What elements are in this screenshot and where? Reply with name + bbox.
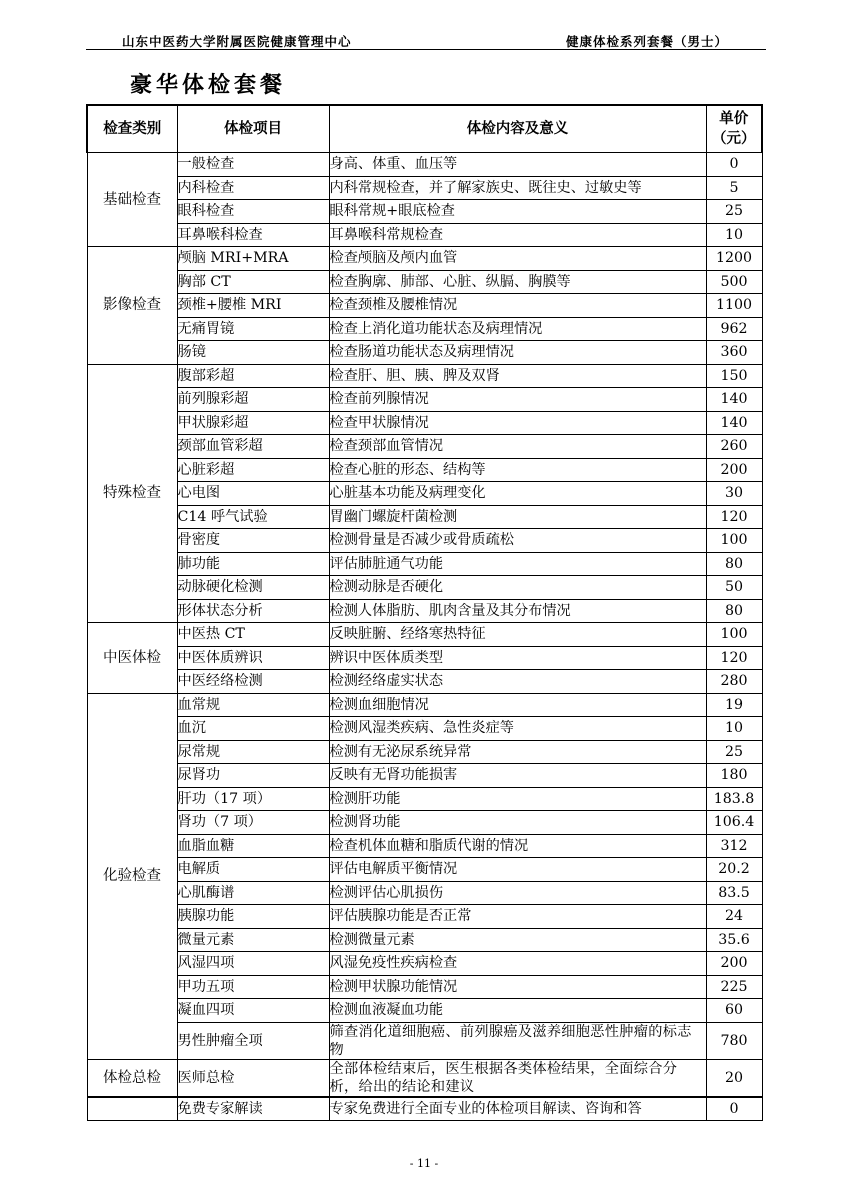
table-row [87, 176, 762, 200]
description-cell: 评估肺脏通气功能 [329, 552, 706, 576]
header-category: 检查类别 [87, 105, 177, 153]
table-row [87, 905, 762, 929]
table-row [87, 975, 762, 999]
description-cell: 检测甲状腺功能情况 [329, 975, 706, 999]
price-cell: 120 [706, 505, 762, 529]
description-cell: 内科常规检查，并了解家族史、既往史、过敏史等 [329, 176, 706, 200]
description-cell: 辨识中医体质类型 [329, 646, 706, 670]
page-number: - 11 - [409, 1157, 439, 1170]
price-cell: 312 [706, 834, 762, 858]
item-cell: 颈椎+腰椎 MRI [177, 294, 329, 318]
table-row [87, 435, 762, 459]
price-cell: 1100 [706, 294, 762, 318]
price-cell: 24 [706, 905, 762, 929]
item-cell: 尿常规 [177, 740, 329, 764]
item-cell: 血脂血糖 [177, 834, 329, 858]
price-cell: 100 [706, 623, 762, 647]
item-cell: 颈部血管彩超 [177, 435, 329, 459]
item-cell: 一般检查 [177, 153, 329, 177]
table-row [87, 717, 762, 741]
item-cell: 内科检查 [177, 176, 329, 200]
table-row [87, 294, 762, 318]
description-cell: 筛查消化道细胞癌、前列腺癌及滋养细胞恶性肿瘤的标志物 [329, 1022, 706, 1059]
item-cell: 肝功（17 项） [177, 787, 329, 811]
description-cell: 评估胰腺功能是否正常 [329, 905, 706, 929]
item-cell: 胸部 CT [177, 270, 329, 294]
item-cell: 尿肾功 [177, 764, 329, 788]
item-cell: 肾功（7 项） [177, 811, 329, 835]
item-cell: 形体状态分析 [177, 599, 329, 623]
table-row [87, 364, 762, 388]
table-header-row [87, 105, 762, 153]
item-cell: 电解质 [177, 858, 329, 882]
table-row [87, 341, 762, 365]
description-cell: 检查颈椎及腰椎情况 [329, 294, 706, 318]
item-cell: 免费专家解读 [177, 1097, 329, 1121]
description-cell: 检测人体脂肪、肌肉含量及其分布情况 [329, 599, 706, 623]
table-row [87, 247, 762, 271]
price-cell: 260 [706, 435, 762, 459]
table-row [87, 458, 762, 482]
description-cell: 检查颅脑及颅内血管 [329, 247, 706, 271]
price-cell: 20.2 [706, 858, 762, 882]
price-cell: 25 [706, 740, 762, 764]
price-cell: 280 [706, 670, 762, 694]
description-cell: 专家免费进行全面专业的体检项目解读、咨询和答 [329, 1097, 706, 1121]
price-cell: 50 [706, 576, 762, 600]
price-cell: 140 [706, 388, 762, 412]
table-row [87, 787, 762, 811]
table-row [87, 411, 762, 435]
description-cell: 全部体检结束后，医生根据各类体检结果，全面综合分析，给出的结论和建议 [329, 1059, 706, 1097]
header-price: 单价 （元） [706, 105, 762, 153]
table-row [87, 153, 762, 177]
table-row [87, 388, 762, 412]
description-cell: 检测肝功能 [329, 787, 706, 811]
description-cell: 反映有无肾功能损害 [329, 764, 706, 788]
description-cell: 心脏基本功能及病理变化 [329, 482, 706, 506]
price-cell: 83.5 [706, 881, 762, 905]
price-cell: 0 [706, 1097, 762, 1121]
description-cell: 检查肠道功能状态及病理情况 [329, 341, 706, 365]
description-cell: 检查前列腺情况 [329, 388, 706, 412]
price-cell: 200 [706, 952, 762, 976]
category-cell: 影像检查 [87, 247, 177, 365]
item-cell: 眼科检查 [177, 200, 329, 224]
price-cell: 106.4 [706, 811, 762, 835]
category-cell: 基础检查 [87, 153, 177, 247]
price-cell: 60 [706, 999, 762, 1023]
table-row [87, 599, 762, 623]
price-cell: 140 [706, 411, 762, 435]
table-row [87, 317, 762, 341]
description-cell: 检查机体血糖和脂质代谢的情况 [329, 834, 706, 858]
table-row [87, 693, 762, 717]
item-cell: 心电图 [177, 482, 329, 506]
item-cell: 无痛胃镜 [177, 317, 329, 341]
description-cell: 眼科常规+眼底检查 [329, 200, 706, 224]
category-cell: 特殊检查 [87, 364, 177, 623]
price-cell: 183.8 [706, 787, 762, 811]
description-cell: 检测血液凝血功能 [329, 999, 706, 1023]
price-cell: 225 [706, 975, 762, 999]
price-cell: 180 [706, 764, 762, 788]
item-cell: 甲功五项 [177, 975, 329, 999]
description-cell: 检测风湿类疾病、急性炎症等 [329, 717, 706, 741]
header-item: 体检项目 [177, 105, 329, 153]
price-cell: 19 [706, 693, 762, 717]
item-cell: 腹部彩超 [177, 364, 329, 388]
item-cell: 肺功能 [177, 552, 329, 576]
price-cell: 20 [706, 1059, 762, 1097]
price-cell: 25 [706, 200, 762, 224]
description-cell: 检测有无泌尿系统异常 [329, 740, 706, 764]
table-row [87, 223, 762, 247]
item-cell: 微量元素 [177, 928, 329, 952]
table-row [87, 200, 762, 224]
header-hospital-name: 山东中医药大学附属医院健康管理中心 [122, 34, 352, 49]
item-cell: 心脏彩超 [177, 458, 329, 482]
price-cell: 30 [706, 482, 762, 506]
price-cell: 100 [706, 529, 762, 553]
header-description: 体检内容及意义 [329, 105, 706, 153]
item-cell: 耳鼻喉科检查 [177, 223, 329, 247]
price-cell: 1200 [706, 247, 762, 271]
item-cell: 动脉硬化检测 [177, 576, 329, 600]
item-cell: 颅脑 MRI+MRA [177, 247, 329, 271]
price-cell: 0 [706, 153, 762, 177]
item-cell: 心肌酶谱 [177, 881, 329, 905]
price-cell: 200 [706, 458, 762, 482]
table-row [87, 482, 762, 506]
table-row [87, 952, 762, 976]
table-row [87, 740, 762, 764]
price-cell: 962 [706, 317, 762, 341]
description-cell: 检查甲状腺情况 [329, 411, 706, 435]
table-row [87, 1059, 762, 1097]
table-row [87, 764, 762, 788]
table-row [87, 552, 762, 576]
table-row [87, 670, 762, 694]
description-cell: 检测经络虚实状态 [329, 670, 706, 694]
description-cell: 检测微量元素 [329, 928, 706, 952]
description-cell: 检测肾功能 [329, 811, 706, 835]
price-cell: 5 [706, 176, 762, 200]
description-cell: 检查胸廓、肺部、心脏、纵膈、胸膜等 [329, 270, 706, 294]
table-row [87, 623, 762, 647]
price-cell: 500 [706, 270, 762, 294]
item-cell: 胰腺功能 [177, 905, 329, 929]
description-cell: 检查心脏的形态、结构等 [329, 458, 706, 482]
table-row [87, 1097, 762, 1121]
category-cell: 中医体检 [87, 623, 177, 694]
table-body [87, 153, 762, 1121]
description-cell: 反映脏腑、经络寒热特征 [329, 623, 706, 647]
table-row [87, 270, 762, 294]
page-title: 豪华体检套餐 [130, 73, 287, 98]
description-cell: 检查上消化道功能状态及病理情况 [329, 317, 706, 341]
price-cell: 10 [706, 717, 762, 741]
description-cell: 风湿免疫性疾病检查 [329, 952, 706, 976]
description-cell: 检查颈部血管情况 [329, 435, 706, 459]
price-cell: 120 [706, 646, 762, 670]
item-cell: 中医经络检测 [177, 670, 329, 694]
description-cell: 检测评估心肌损伤 [329, 881, 706, 905]
description-cell: 检测血细胞情况 [329, 693, 706, 717]
table-row [87, 928, 762, 952]
item-cell: 中医体质辨识 [177, 646, 329, 670]
description-cell: 耳鼻喉科常规检查 [329, 223, 706, 247]
item-cell: 男性肿瘤全项 [177, 1022, 329, 1059]
description-cell: 检测骨量是否减少或骨质疏松 [329, 529, 706, 553]
description-cell: 身高、体重、血压等 [329, 153, 706, 177]
description-cell: 胃幽门螺旋杆菌检测 [329, 505, 706, 529]
price-cell: 150 [706, 364, 762, 388]
price-cell: 360 [706, 341, 762, 365]
price-cell: 780 [706, 1022, 762, 1059]
item-cell: 中医热 CT [177, 623, 329, 647]
category-cell: 体检总检 [87, 1059, 177, 1097]
category-cell: 化验检查 [87, 693, 177, 1059]
table-row [87, 1022, 762, 1059]
description-cell: 评估电解质平衡情况 [329, 858, 706, 882]
description-cell: 检测动脉是否硬化 [329, 576, 706, 600]
table-row [87, 858, 762, 882]
item-cell: 风湿四项 [177, 952, 329, 976]
table-row [87, 834, 762, 858]
item-cell: C14 呼气试验 [177, 505, 329, 529]
table-row [87, 881, 762, 905]
category-cell [87, 1097, 177, 1121]
header-series-title: 健康体检系列套餐（男士） [566, 34, 729, 49]
table-row [87, 529, 762, 553]
price-cell: 80 [706, 599, 762, 623]
package-table [86, 104, 763, 1121]
item-cell: 医师总检 [177, 1059, 329, 1097]
header-divider [86, 49, 766, 50]
description-cell: 检查肝、胆、胰、脾及双肾 [329, 364, 706, 388]
table-row [87, 646, 762, 670]
table-row [87, 576, 762, 600]
table-row [87, 999, 762, 1023]
price-cell: 35.6 [706, 928, 762, 952]
item-cell: 血沉 [177, 717, 329, 741]
price-cell: 80 [706, 552, 762, 576]
table-row [87, 811, 762, 835]
table-row [87, 505, 762, 529]
item-cell: 骨密度 [177, 529, 329, 553]
item-cell: 甲状腺彩超 [177, 411, 329, 435]
item-cell: 前列腺彩超 [177, 388, 329, 412]
price-cell: 10 [706, 223, 762, 247]
item-cell: 肠镜 [177, 341, 329, 365]
item-cell: 凝血四项 [177, 999, 329, 1023]
item-cell: 血常规 [177, 693, 329, 717]
